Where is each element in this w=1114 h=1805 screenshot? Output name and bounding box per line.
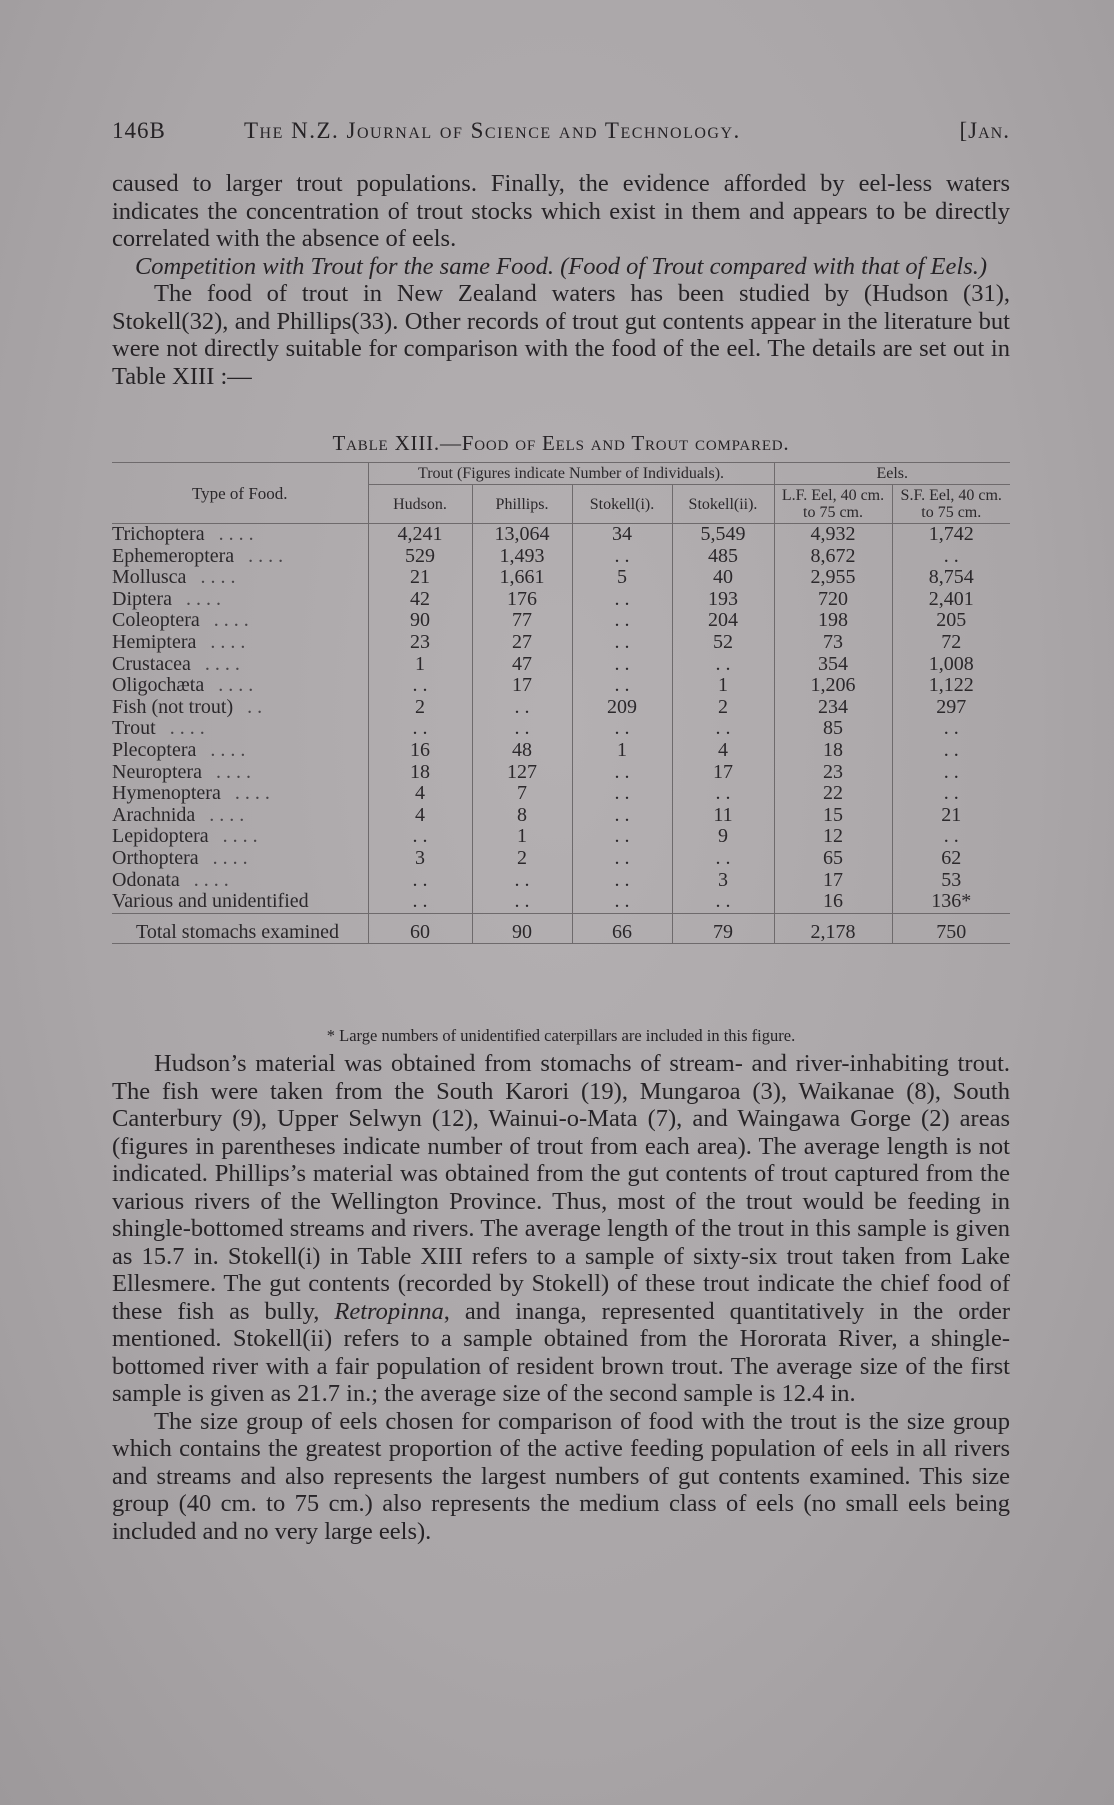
value-cell: 3	[368, 848, 472, 870]
value-cell: . .	[572, 826, 672, 848]
value-cell: 17	[774, 870, 892, 892]
value-cell: 62	[892, 848, 1010, 870]
species-name: Retropinna	[334, 1297, 444, 1325]
table-row	[112, 632, 1010, 654]
table-row	[112, 718, 1010, 740]
type-of-food-header: Type of Food.	[112, 463, 368, 524]
value-cell: 2,401	[892, 589, 1010, 611]
value-cell: 16	[368, 740, 472, 762]
value-cell: 1,661	[472, 567, 572, 589]
value-cell: 5,549	[672, 524, 774, 546]
food-type-cell	[112, 870, 368, 892]
value-cell: 40	[672, 567, 774, 589]
value-cell: 21	[892, 805, 1010, 827]
col-header-phillips: Phillips.	[472, 485, 572, 524]
value-cell: . .	[572, 610, 672, 632]
paragraph-size-group: The size group of eels chosen for comparison of food with the trout is the size group which contains the greatest proportion of the active feeding population of eels in all rivers and streams and also represents the largest numbers of gut contents examined. This size group (40 cm. to 75 cm.) also represents the medium class of eels (no small eels being included and no very large eels).	[112, 1407, 1010, 1545]
value-cell: 1,008	[892, 654, 1010, 676]
value-cell: . .	[892, 826, 1010, 848]
value-cell: 16	[774, 891, 892, 913]
food-type-cell	[112, 610, 368, 632]
food-type-cell	[112, 740, 368, 762]
leader-dots: . . . .	[193, 868, 229, 891]
value-cell: 13,064	[472, 524, 572, 546]
value-cell: 204	[672, 610, 774, 632]
total-cell: 60	[368, 913, 472, 943]
food-type-label: Various and unidentified	[112, 890, 309, 913]
value-cell: . .	[892, 740, 1010, 762]
value-cell: 17	[672, 762, 774, 784]
value-cell: 4,241	[368, 524, 472, 546]
value-cell: 2	[472, 848, 572, 870]
value-cell: 8,672	[774, 546, 892, 568]
value-cell: 9	[672, 826, 774, 848]
value-cell: . .	[572, 589, 672, 611]
col-header-lf-eel: L.F. Eel, 40 cm. to 75 cm.	[774, 485, 892, 524]
table-row	[112, 675, 1010, 697]
eels-group-header: Eels.	[774, 463, 1010, 485]
value-cell: . .	[892, 783, 1010, 805]
leader-dots: . . . .	[169, 717, 205, 740]
value-cell: . .	[892, 762, 1010, 784]
value-cell: 485	[672, 546, 774, 568]
value-cell: 1	[672, 675, 774, 697]
food-type-cell	[112, 675, 368, 697]
value-cell: . .	[572, 718, 672, 740]
value-cell: 1,493	[472, 546, 572, 568]
value-cell: . .	[472, 697, 572, 719]
value-cell: 2	[368, 697, 472, 719]
value-cell: . .	[572, 546, 672, 568]
paragraph-hudson-material: Hudson’s material was obtained from stomachs of stream- and river-inhabiting trout. The fish were taken from the South Karori (19), Mungaroa (3), Waikanae (8), South Canterbury (9), Upper Selwyn (12), Wainui-o-Mata (7), and Waingawa Gorge (2) areas (figures in parentheses indicate number of trout from each area). The average length is not indicated. Phillips’s material was obtained from the gut contents of trout captured from the various rivers of the Wellington Province. Thus, most of the trout would be feeding in shingle-bottomed streams and rivers. The average length of the trout in this sample is given as 15.7 in. Stokell(i) in Table XIII refers to a sample of sixty-six trout taken from Lake Ellesmere. The gut contents (recorded by Stokell) of these trout indicate the chief food of these fish as bully, Retropinna, and inanga, represented quantitatively in the order mentioned. Stokell(ii) refers to a sample obtained from the Hororata River, a shingle-bottomed river with a fair population of resident brown trout. The average size of the first sample is given as 21.7 in.; the average size of the second sample is 12.4 in.	[112, 1050, 1010, 1407]
value-cell: 529	[368, 546, 472, 568]
value-cell: 22	[774, 783, 892, 805]
value-cell: 205	[892, 610, 1010, 632]
food-type-label: Trout	[112, 717, 156, 740]
journal-title: The N.Z. Journal of Science and Technology.	[244, 118, 741, 143]
food-type-cell	[112, 567, 368, 589]
value-cell: 18	[774, 740, 892, 762]
leader-dots: . . . .	[210, 630, 246, 653]
food-type-cell	[112, 891, 368, 913]
food-type-label: Fish (not trout)	[112, 695, 234, 718]
food-type-label: Mollusca	[112, 566, 187, 589]
value-cell: 34	[572, 524, 672, 546]
leader-dots: . . . .	[215, 760, 251, 783]
leader-dots: . .	[247, 695, 263, 718]
value-cell: 209	[572, 697, 672, 719]
food-type-label: Plecoptera	[112, 738, 197, 761]
value-cell: 53	[892, 870, 1010, 892]
value-cell: 52	[672, 632, 774, 654]
value-cell: 27	[472, 632, 572, 654]
totals-row	[112, 913, 1010, 943]
value-cell: 176	[472, 589, 572, 611]
table-row	[112, 654, 1010, 676]
food-type-label: Hymenoptera	[112, 782, 221, 805]
table-row	[112, 783, 1010, 805]
table-row	[112, 589, 1010, 611]
food-type-label: Odonata	[112, 868, 180, 891]
value-cell: 4	[368, 783, 472, 805]
col-header-sf-eel: S.F. Eel, 40 cm. to 75 cm.	[892, 485, 1010, 524]
value-cell: 73	[774, 632, 892, 654]
leader-dots: . . . .	[218, 523, 254, 545]
value-cell: 12	[774, 826, 892, 848]
value-cell: 1	[472, 826, 572, 848]
value-cell: . .	[368, 675, 472, 697]
intro-paragraph: caused to larger trout populations. Finally, the evidence afforded by eel-less waters indicates the concentration of trout stocks which exist in them and appears to be directly correlated with the absence of eels.	[112, 170, 1010, 252]
food-type-cell	[112, 697, 368, 719]
leader-dots: . . . .	[210, 738, 246, 761]
value-cell: . .	[368, 826, 472, 848]
table-row	[112, 697, 1010, 719]
value-cell: 1,122	[892, 675, 1010, 697]
total-cell: 2,178	[774, 913, 892, 943]
food-type-cell	[112, 783, 368, 805]
table-row	[112, 524, 1010, 546]
value-cell: 4	[672, 740, 774, 762]
total-cell: 66	[572, 913, 672, 943]
value-cell: 1	[368, 654, 472, 676]
table-row	[112, 891, 1010, 913]
value-cell: 136*	[892, 891, 1010, 913]
lower-text-block	[112, 1050, 1010, 1545]
value-cell: 42	[368, 589, 472, 611]
value-cell: . .	[572, 675, 672, 697]
value-cell: . .	[472, 891, 572, 913]
total-cell: 90	[472, 913, 572, 943]
value-cell: . .	[368, 891, 472, 913]
value-cell: . .	[672, 848, 774, 870]
value-cell: 65	[774, 848, 892, 870]
table-footnote: * Large numbers of unidentified caterpillars are included in this figure.	[326, 1026, 796, 1045]
value-cell: 4	[368, 805, 472, 827]
value-cell: . .	[672, 718, 774, 740]
food-type-cell	[112, 589, 368, 611]
value-cell: . .	[472, 718, 572, 740]
table-row	[112, 870, 1010, 892]
col-header-stokell-i: Stokell(i).	[572, 485, 672, 524]
value-cell: 47	[472, 654, 572, 676]
value-cell: . .	[672, 783, 774, 805]
value-cell: . .	[572, 848, 672, 870]
page-number: 146B	[112, 118, 166, 143]
value-cell: 5	[572, 567, 672, 589]
food-type-cell	[112, 654, 368, 676]
value-cell: 3	[672, 870, 774, 892]
value-cell: . .	[572, 870, 672, 892]
food-type-cell	[112, 826, 368, 848]
value-cell: 234	[774, 697, 892, 719]
value-cell: 23	[774, 762, 892, 784]
col-header-stokell-ii: Stokell(ii).	[672, 485, 774, 524]
food-type-label: Crustacea	[112, 652, 191, 675]
leader-dots: . . . .	[200, 566, 236, 589]
value-cell: . .	[368, 718, 472, 740]
issue-month: [Jan.	[959, 118, 1010, 143]
value-cell: 198	[774, 610, 892, 632]
value-cell: . .	[472, 870, 572, 892]
value-cell: 90	[368, 610, 472, 632]
value-cell: 1,742	[892, 524, 1010, 546]
table-row	[112, 762, 1010, 784]
food-type-cell	[112, 762, 368, 784]
food-type-cell	[112, 718, 368, 740]
value-cell: . .	[672, 654, 774, 676]
value-cell: . .	[892, 546, 1010, 568]
leader-dots: . . . .	[209, 803, 245, 826]
value-cell: 4,932	[774, 524, 892, 546]
food-comparison-table	[112, 462, 1010, 944]
table-row	[112, 848, 1010, 870]
value-cell: 21	[368, 567, 472, 589]
leader-dots: . . . .	[248, 544, 284, 567]
value-cell: . .	[892, 718, 1010, 740]
value-cell: 354	[774, 654, 892, 676]
food-type-label: Ephemeroptera	[112, 544, 235, 567]
table-row	[112, 826, 1010, 848]
table-row	[112, 740, 1010, 762]
value-cell: 11	[672, 805, 774, 827]
value-cell: . .	[672, 891, 774, 913]
value-cell: 127	[472, 762, 572, 784]
value-cell: 2,955	[774, 567, 892, 589]
food-type-cell	[112, 524, 368, 546]
paragraph-food-of-trout: The food of trout in New Zealand waters has been studied by (Hudson (31), Stokell(32), and Phillips(33). Other records of trout gut contents appear in the literature but were not directly suitable for comparison with the food of the eel. The details are set out in Table XIII :—	[112, 280, 1010, 390]
table-row	[112, 567, 1010, 589]
leader-dots: . . . .	[218, 674, 254, 697]
food-type-label: Coleoptera	[112, 609, 200, 632]
value-cell: . .	[368, 870, 472, 892]
food-type-label: Arachnida	[112, 803, 196, 826]
value-cell: 720	[774, 589, 892, 611]
value-cell: . .	[572, 762, 672, 784]
leader-dots: . . . .	[212, 846, 248, 869]
running-header	[112, 118, 1010, 150]
value-cell: 297	[892, 697, 1010, 719]
table-row	[112, 610, 1010, 632]
table-row	[112, 546, 1010, 568]
value-cell: 48	[472, 740, 572, 762]
food-type-label: Lepidoptera	[112, 825, 209, 848]
value-cell: . .	[572, 632, 672, 654]
leader-dots: . . . .	[204, 652, 240, 675]
value-cell: 72	[892, 632, 1010, 654]
value-cell: . .	[572, 654, 672, 676]
food-type-label: Diptera	[112, 587, 172, 610]
food-type-cell	[112, 546, 368, 568]
total-label: Total stomachs examined	[112, 913, 368, 943]
value-cell: 8,754	[892, 567, 1010, 589]
value-cell: 23	[368, 632, 472, 654]
food-type-label: Hemiptera	[112, 630, 197, 653]
total-cell: 750	[892, 913, 1010, 943]
value-cell: 17	[472, 675, 572, 697]
trout-group-header: Trout (Figures indicate Number of Individuals).	[368, 463, 774, 485]
value-cell: 193	[672, 589, 774, 611]
food-type-cell	[112, 805, 368, 827]
section-heading: Competition with Trout for the same Food. (Food of Trout compared with that of Eels.)	[134, 252, 988, 280]
food-type-label: Oligochæta	[112, 674, 205, 697]
value-cell: 7	[472, 783, 572, 805]
food-type-cell	[112, 632, 368, 654]
table-row	[112, 805, 1010, 827]
leader-dots: . . . .	[234, 782, 270, 805]
value-cell: . .	[572, 783, 672, 805]
col-header-hudson: Hudson.	[368, 485, 472, 524]
food-type-label: Orthoptera	[112, 846, 199, 869]
food-type-label: Trichoptera	[112, 523, 205, 545]
value-cell: 1,206	[774, 675, 892, 697]
value-cell: 18	[368, 762, 472, 784]
value-cell: 2	[672, 697, 774, 719]
food-type-label: Neuroptera	[112, 760, 202, 783]
upper-text-block	[112, 170, 1010, 390]
food-type-cell	[112, 848, 368, 870]
total-cell: 79	[672, 913, 774, 943]
value-cell: . .	[572, 805, 672, 827]
table-caption: Table XIII.—Food of Eels and Trout compared.	[332, 431, 790, 455]
value-cell: . .	[572, 891, 672, 913]
value-cell: 1	[572, 740, 672, 762]
value-cell: 15	[774, 805, 892, 827]
leader-dots: . . . .	[213, 609, 249, 632]
leader-dots: . . . .	[185, 587, 221, 610]
value-cell: 77	[472, 610, 572, 632]
leader-dots: . . . .	[222, 825, 258, 848]
value-cell: 85	[774, 718, 892, 740]
value-cell: 8	[472, 805, 572, 827]
